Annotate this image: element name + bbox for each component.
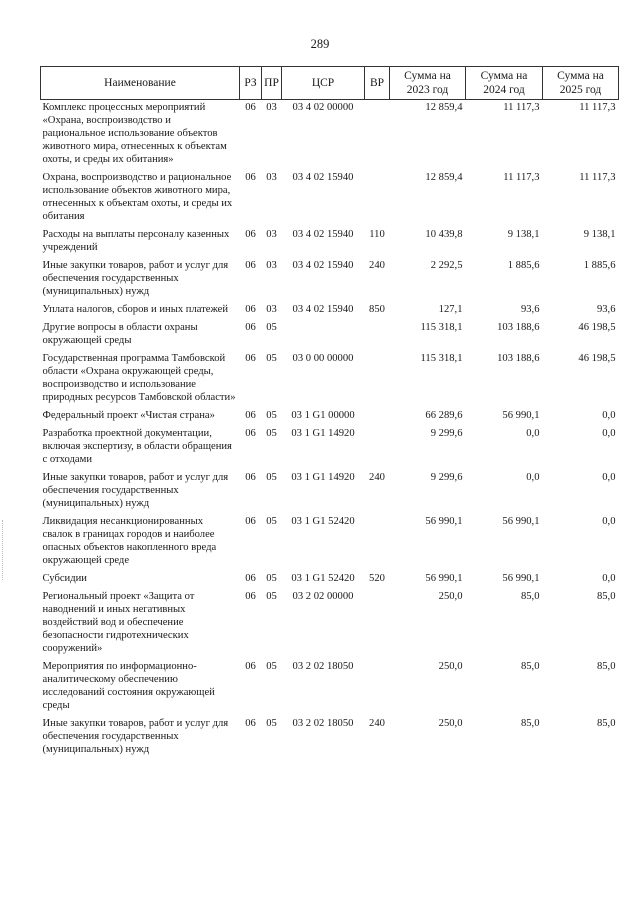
row-csr: 03 0 00 00000	[292, 353, 354, 364]
row-sum-2025: 11 117,3	[579, 172, 616, 183]
row-name: Государственная программа Тамбовской области «Охрана окружающей среды, воспроизводство и использование природных ресурсов Тамбовской области»	[42, 353, 236, 403]
row-sum-2025: 9 138,1	[583, 229, 616, 240]
row-name: Уплата налогов, сборов и иных платежей	[42, 304, 229, 315]
header-pr: ПР	[262, 67, 282, 100]
row-rz: 06	[245, 322, 256, 333]
row-name: Региональный проект «Защита от наводнений и иных негативных воздействий вод и обеспечение безопасности гидротехнических сооружений»	[42, 591, 195, 654]
table-row	[41, 100, 619, 171]
row-sum-2025: 0,0	[602, 472, 616, 483]
row-sum-2025: 1 885,6	[583, 260, 616, 271]
row-rz: 06	[245, 591, 256, 602]
row-sum-2024: 56 990,1	[502, 410, 540, 421]
row-pr: 03	[266, 260, 277, 271]
row-csr: 03 1 G1 14920	[291, 428, 355, 439]
budget-table	[40, 66, 619, 760]
header-vr: ВР	[365, 67, 390, 100]
row-sum-2024: 85,0	[520, 591, 540, 602]
row-sum-2023: 56 990,1	[425, 516, 463, 527]
row-sum-2023: 115 318,1	[420, 322, 463, 333]
page-number: 289	[310, 37, 330, 51]
header-sum-2025: Сумма на 2025 год	[543, 67, 619, 100]
row-csr: 03 1 G1 52420	[291, 573, 355, 584]
row-sum-2025: 46 198,5	[578, 353, 616, 364]
row-rz: 06	[245, 260, 256, 271]
row-pr: 03	[266, 304, 277, 315]
row-vr: 110	[369, 229, 385, 240]
row-pr: 05	[266, 516, 277, 527]
table-row	[41, 320, 619, 351]
table-body	[41, 100, 619, 761]
row-sum-2023: 66 289,6	[425, 410, 463, 421]
header-sum-2023: Сумма на 2023 год	[390, 67, 466, 100]
row-sum-2025: 85,0	[596, 591, 616, 602]
row-pr: 05	[266, 661, 277, 672]
row-pr: 05	[266, 353, 277, 364]
row-sum-2024: 103 188,6	[497, 322, 540, 333]
row-vr	[365, 426, 390, 470]
row-pr: 05	[266, 428, 277, 439]
row-pr: 03	[266, 229, 277, 240]
table-row	[41, 258, 619, 302]
row-sum-2023: 9 299,6	[430, 428, 463, 439]
row-sum-2024: 1 885,6	[507, 260, 540, 271]
header-csr: ЦСР	[282, 67, 365, 100]
row-sum-2023: 250,0	[438, 591, 463, 602]
row-sum-2023: 12 859,4	[425, 172, 463, 183]
row-csr: 03 1 G1 00000	[291, 410, 355, 421]
row-sum-2024: 11 117,3	[503, 172, 540, 183]
row-sum-2024: 85,0	[520, 661, 540, 672]
row-sum-2025: 0,0	[602, 410, 616, 421]
row-vr	[365, 659, 390, 716]
row-sum-2025: 85,0	[596, 718, 616, 729]
row-sum-2023: 10 439,8	[425, 229, 463, 240]
row-rz: 06	[245, 516, 256, 527]
row-sum-2025: 0,0	[602, 573, 616, 584]
row-sum-2023: 127,1	[438, 304, 463, 315]
table-row	[41, 659, 619, 716]
row-csr	[282, 320, 365, 351]
row-rz: 06	[245, 472, 256, 483]
table-row	[41, 302, 619, 320]
row-sum-2024: 56 990,1	[502, 516, 540, 527]
row-sum-2023: 56 990,1	[425, 573, 463, 584]
table-row	[41, 589, 619, 659]
row-pr: 05	[266, 591, 277, 602]
row-vr	[365, 320, 390, 351]
row-sum-2024: 103 188,6	[497, 353, 540, 364]
row-vr: 240	[369, 260, 385, 271]
row-name: Иные закупки товаров, работ и услуг для обеспечения государственных (муниципальных) нужд	[42, 260, 229, 297]
table-row	[41, 170, 619, 227]
row-vr	[365, 589, 390, 659]
row-name: Иные закупки товаров, работ и услуг для обеспечения государственных (муниципальных) нужд	[42, 718, 229, 755]
table-row	[41, 470, 619, 514]
row-pr: 03	[266, 172, 277, 183]
margin-scan-mark	[2, 520, 7, 580]
table-row	[41, 408, 619, 426]
row-csr: 03 2 02 18050	[292, 718, 354, 729]
row-rz: 06	[245, 410, 256, 421]
row-vr	[365, 351, 390, 408]
row-csr: 03 4 02 15940	[292, 172, 354, 183]
row-sum-2025: 0,0	[602, 428, 616, 439]
row-sum-2024: 0,0	[526, 472, 540, 483]
row-name: Федеральный проект «Чистая страна»	[42, 410, 215, 421]
row-sum-2023: 2 292,5	[430, 260, 463, 271]
row-sum-2023: 9 299,6	[430, 472, 463, 483]
row-pr: 05	[266, 718, 277, 729]
row-rz: 06	[245, 353, 256, 364]
row-sum-2024: 11 117,3	[503, 102, 540, 113]
row-vr	[365, 100, 390, 171]
row-name: Комплекс процессных мероприятий «Охрана, воспроизводство и рациональное использование объектов животного мира, отнесенных к объектам охоты, и среды их обитания»	[42, 102, 227, 165]
row-sum-2024: 85,0	[520, 718, 540, 729]
row-csr: 03 4 02 15940	[292, 304, 354, 315]
row-csr: 03 2 02 00000	[292, 591, 354, 602]
row-sum-2024: 9 138,1	[507, 229, 540, 240]
header-name: Наименование	[41, 67, 240, 100]
row-csr: 03 1 G1 52420	[291, 516, 355, 527]
row-pr: 05	[266, 322, 277, 333]
row-vr: 520	[369, 573, 385, 584]
row-vr: 850	[369, 304, 385, 315]
row-vr: 240	[369, 718, 385, 729]
row-sum-2024: 0,0	[526, 428, 540, 439]
table-row	[41, 351, 619, 408]
row-sum-2024: 56 990,1	[502, 573, 540, 584]
row-sum-2023: 250,0	[438, 718, 463, 729]
row-csr: 03 2 02 18050	[292, 661, 354, 672]
row-pr: 05	[266, 472, 277, 483]
row-name: Мероприятия по информационно-аналитическому обеспечению исследований состояния окружающей среды	[42, 661, 215, 711]
table-row	[41, 426, 619, 470]
row-rz: 06	[245, 229, 256, 240]
row-name: Ликвидация несанкционированных свалок в границах городов и наиболее опасных объектов накопленного вреда окружающей среде	[42, 516, 217, 566]
row-name: Разработка проектной документации, включая экспертизу, в области обращения с отходами	[42, 428, 232, 465]
row-sum-2025: 46 198,5	[578, 322, 616, 333]
row-name: Расходы на выплаты персоналу казенных учреждений	[42, 229, 230, 253]
row-sum-2023: 115 318,1	[420, 353, 463, 364]
table-header	[41, 67, 619, 100]
row-csr: 03 4 02 15940	[292, 260, 354, 271]
row-pr: 03	[266, 102, 277, 113]
row-csr: 03 4 02 15940	[292, 229, 354, 240]
header-sum-2024: Сумма на 2024 год	[466, 67, 543, 100]
row-csr: 03 1 G1 14920	[291, 472, 355, 483]
row-sum-2025: 85,0	[596, 661, 616, 672]
table-row	[41, 227, 619, 258]
table-row	[41, 514, 619, 571]
row-vr	[365, 170, 390, 227]
row-name: Охрана, воспроизводство и рациональное использование объектов животного мира, отнесенных к объектам охоты, и среды их обитания	[42, 172, 233, 222]
row-sum-2025: 11 117,3	[579, 102, 616, 113]
row-pr: 05	[266, 573, 277, 584]
row-sum-2024: 93,6	[520, 304, 540, 315]
row-rz: 06	[245, 304, 256, 315]
row-sum-2025: 0,0	[602, 516, 616, 527]
row-rz: 06	[245, 172, 256, 183]
row-name: Другие вопросы в области охраны окружающей среды	[42, 322, 198, 346]
row-name: Субсидии	[42, 573, 87, 584]
row-csr: 03 4 02 00000	[292, 102, 354, 113]
row-vr	[365, 408, 390, 426]
row-sum-2023: 250,0	[438, 661, 463, 672]
row-name: Иные закупки товаров, работ и услуг для обеспечения государственных (муниципальных) нужд	[42, 472, 229, 509]
header-rz: РЗ	[240, 67, 262, 100]
row-pr: 05	[266, 410, 277, 421]
table-row	[41, 571, 619, 589]
row-sum-2025: 93,6	[596, 304, 616, 315]
row-rz: 06	[245, 428, 256, 439]
row-rz: 06	[245, 573, 256, 584]
row-vr: 240	[369, 472, 385, 483]
row-rz: 06	[245, 661, 256, 672]
row-vr	[365, 514, 390, 571]
row-rz: 06	[245, 718, 256, 729]
row-rz: 06	[245, 102, 256, 113]
table-row	[41, 716, 619, 760]
row-sum-2023: 12 859,4	[425, 102, 463, 113]
